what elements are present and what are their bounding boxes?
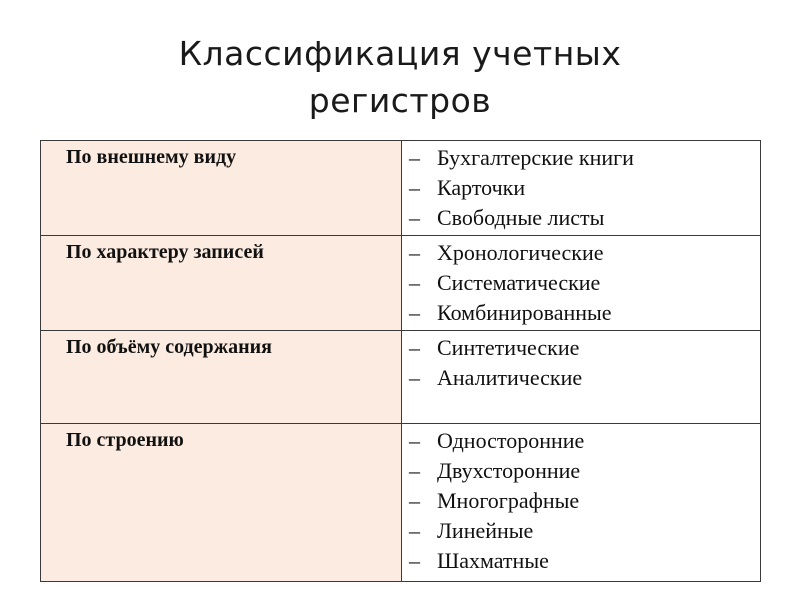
item-text: Синтетические	[437, 335, 580, 360]
list-item	[402, 546, 760, 576]
items-cell	[402, 141, 761, 236]
list-item	[402, 268, 760, 298]
dash-bullet: –	[409, 270, 420, 295]
list-item	[402, 298, 760, 328]
table-row	[41, 331, 761, 424]
item-text: Шахматные	[437, 548, 549, 573]
dash-bullet: –	[409, 548, 420, 573]
list-item	[402, 363, 760, 393]
category-label: По внешнему виду	[66, 146, 237, 168]
dash-bullet: –	[409, 365, 420, 390]
list-item	[402, 333, 760, 363]
list-item	[402, 456, 760, 486]
item-list	[402, 236, 760, 328]
list-item	[402, 203, 760, 233]
items-cell	[402, 424, 761, 582]
list-item	[402, 143, 760, 173]
item-text: Хронологические	[437, 240, 604, 265]
item-text: Линейные	[437, 518, 534, 543]
list-item	[402, 238, 760, 268]
item-text: Аналитические	[437, 365, 583, 390]
items-cell	[402, 331, 761, 424]
list-item	[402, 173, 760, 203]
title-line-1: Классификация учетных	[178, 34, 622, 73]
category-label: По характеру записей	[66, 241, 264, 263]
dash-bullet: –	[409, 335, 420, 360]
dash-bullet: –	[409, 458, 420, 483]
dash-bullet: –	[409, 205, 420, 230]
table-row	[41, 424, 761, 582]
category-cell	[41, 236, 402, 331]
item-text: Систематические	[437, 270, 601, 295]
items-cell	[402, 236, 761, 331]
item-text: Бухгалтерские книги	[437, 145, 634, 170]
dash-bullet: –	[409, 145, 420, 170]
item-text: Комбинированные	[437, 300, 612, 325]
item-list	[402, 424, 760, 576]
list-item	[402, 426, 760, 456]
category-cell	[41, 331, 402, 424]
item-list	[402, 141, 760, 233]
list-item	[402, 486, 760, 516]
item-text: Карточки	[437, 175, 526, 200]
classification-table	[40, 140, 761, 582]
dash-bullet: –	[409, 240, 420, 265]
table-body	[41, 141, 761, 582]
dash-bullet: –	[409, 518, 420, 543]
item-text: Свободные листы	[437, 205, 605, 230]
category-cell	[41, 424, 402, 582]
category-label: По объёму содержания	[66, 336, 273, 358]
item-text: Многографные	[437, 488, 580, 513]
item-list	[402, 331, 760, 393]
title-line-2: регистров	[308, 81, 492, 120]
item-text: Односторонние	[437, 428, 585, 453]
category-label: По строению	[66, 429, 184, 451]
table-row	[41, 236, 761, 331]
item-text: Двухсторонние	[437, 458, 581, 483]
list-item	[402, 516, 760, 546]
page-title	[0, 30, 800, 124]
dash-bullet: –	[409, 300, 420, 325]
dash-bullet: –	[409, 428, 420, 453]
table-row	[41, 141, 761, 236]
category-cell	[41, 141, 402, 236]
dash-bullet: –	[409, 175, 420, 200]
dash-bullet: –	[409, 488, 420, 513]
